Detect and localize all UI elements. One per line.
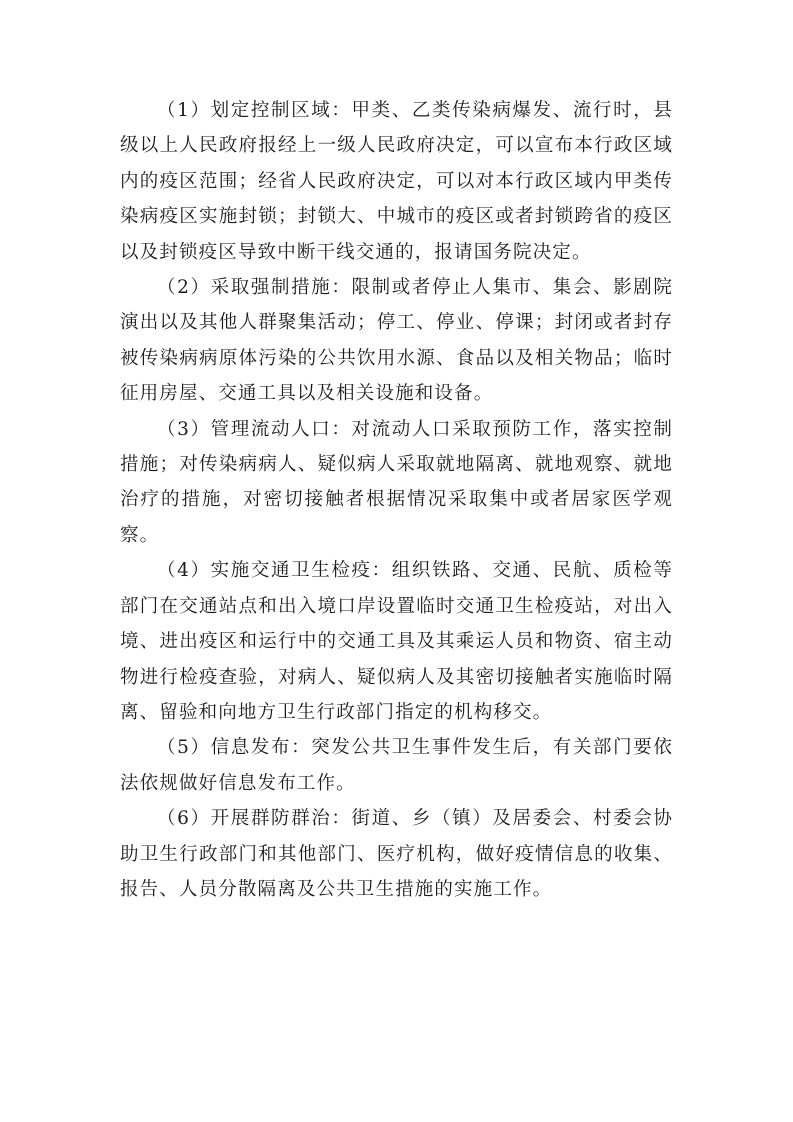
paragraph-information-release: （5）信息发布：突发公共卫生事件发生后，有关部门要依法依规做好信息发布工作。 — [120, 737, 673, 794]
paragraph-mandatory-measures: （2）采取强制措施：限制或者停止人集市、集会、影剧院演出以及其他人群聚集活动；停工、停业、停课；封闭或者封存被传染病病原体污染的公共饮用水源、食品以及相关物品；临时征用房屋、交通工具以及相关设施和设备。 — [120, 277, 673, 405]
paragraph-control-area: （1）划定控制区域：甲类、乙类传染病爆发、流行时，县级以上人民政府报经上一级人民政府决定，可以宣布本行政区域内的疫区范围；经省人民政府决定，可以对本行政区域内甲类传染病疫区实施封锁；封锁大、中城市的疫区或者封锁跨省的疫区以及封锁疫区导致中断干线交通的，报请国务院决定。 — [120, 100, 673, 263]
paragraph-mass-prevention: （6）开展群防群治：街道、乡（镇）及居委会、村委会协助卫生行政部门和其他部门、医疗机构，做好疫情信息的收集、报告、人员分散隔离及公共卫生措施的实施工作。 — [120, 808, 673, 900]
document-body — [120, 93, 673, 907]
paragraph-traffic-quarantine: （4）实施交通卫生检疫：组织铁路、交通、民航、质检等部门在交通站点和出入境口岸设置临时交通卫生检疫站，对出入境、进出疫区和运行中的交通工具及其乘运人员和物资、宿主动物进行检疫查验，对病人、疑似病人及其密切接触者实施临时隔离、留验和向地方卫生行政部门指定的机构移交。 — [120, 560, 673, 723]
paragraph-floating-population: （3）管理流动人口：对流动人口采取预防工作，落实控制措施；对传染病病人、疑似病人采取就地隔离、就地观察、就地治疗的措施，对密切接触者根据情况采取集中或者居家医学观察。 — [120, 418, 673, 546]
